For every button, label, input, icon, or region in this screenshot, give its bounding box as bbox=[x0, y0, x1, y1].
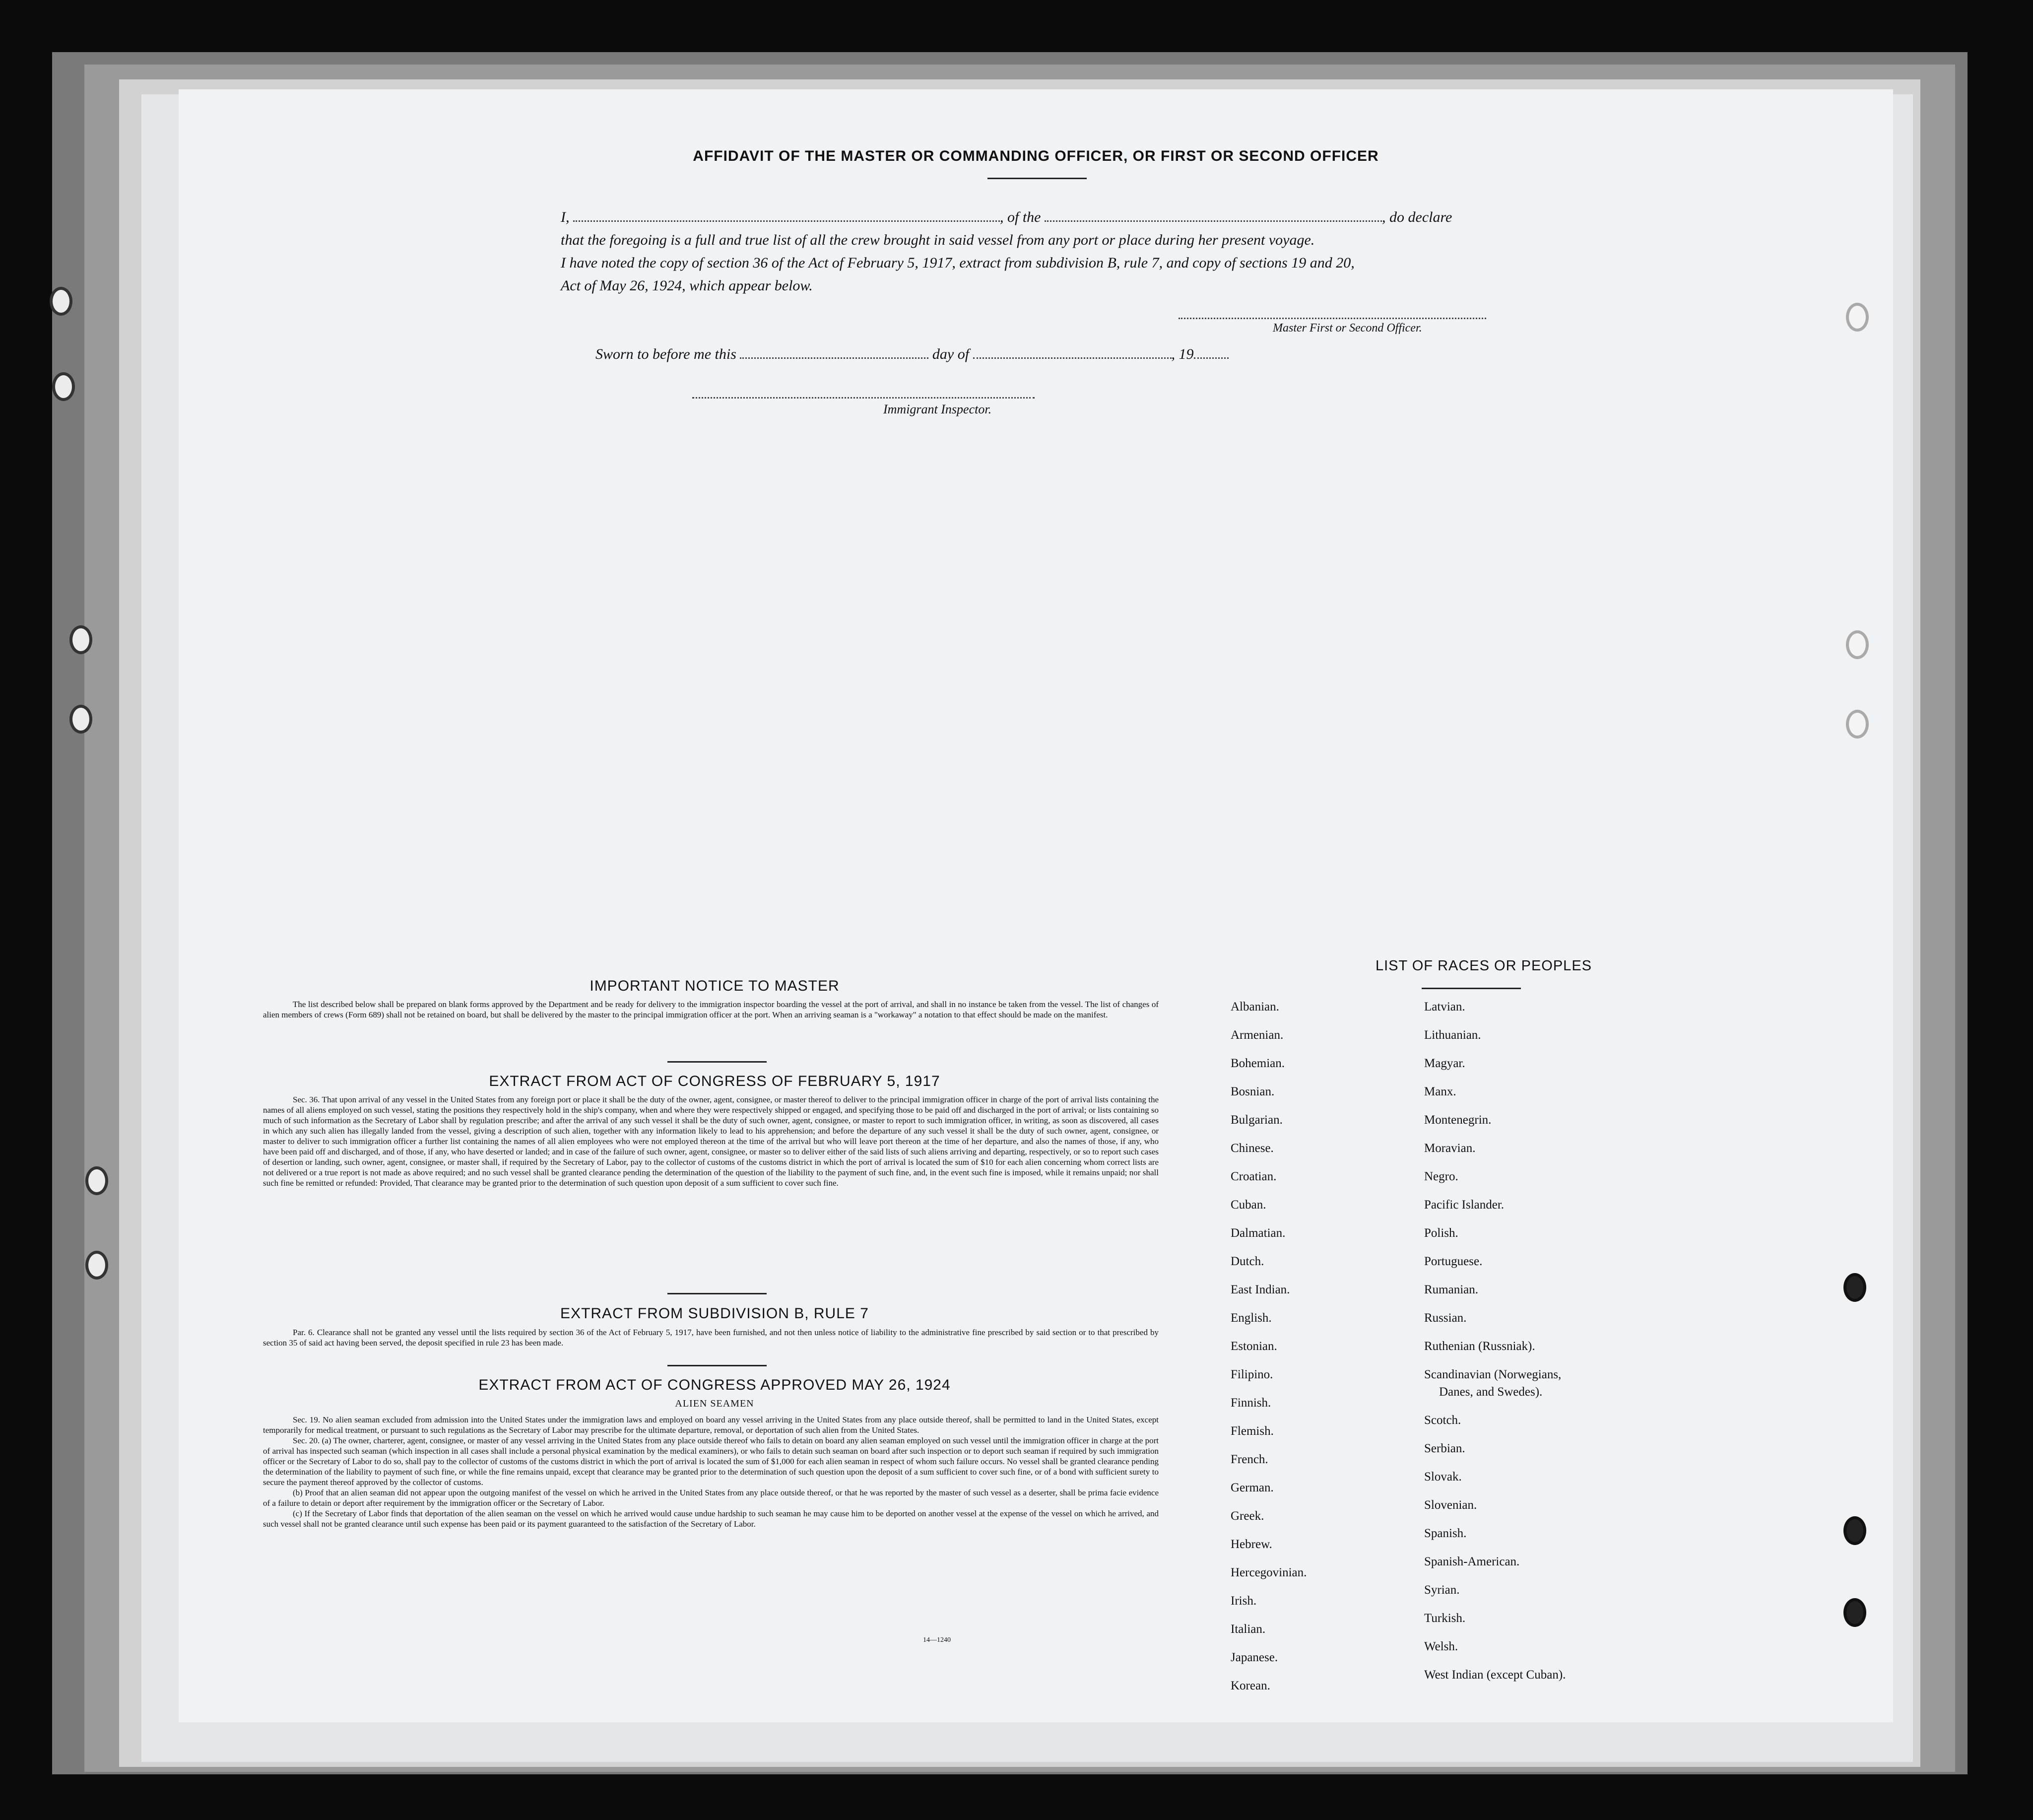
race-item: Italian. bbox=[1231, 1622, 1266, 1636]
race-item: Polish. bbox=[1424, 1226, 1458, 1240]
binder-hole bbox=[1843, 1516, 1866, 1545]
section-20b-text: (b) Proof that an alien seaman did not appear upon the outgoing manifest of the vessel on which he arrived in the United States from any place outside thereof, or that he was reported by the master of such vessel as a deserter, shall be prima facie evidence of a failure to detain or deport after requirement by the immigration officer or the Secretary of Labor. bbox=[263, 1488, 1159, 1508]
race-item: Croatian. bbox=[1231, 1170, 1277, 1183]
binder-hole bbox=[50, 287, 72, 316]
sworn-month-blank bbox=[973, 357, 1172, 359]
race-item: Danes, and Swedes). bbox=[1439, 1385, 1543, 1399]
race-item: Rumanian. bbox=[1424, 1283, 1479, 1296]
race-item: Chinese. bbox=[1231, 1142, 1274, 1155]
race-item: Bulgarian. bbox=[1231, 1113, 1283, 1127]
form-number: 14—1240 bbox=[923, 1636, 951, 1644]
extract-1924-body bbox=[263, 1415, 1159, 1529]
divider bbox=[987, 178, 1087, 179]
race-item: East Indian. bbox=[1231, 1283, 1290, 1296]
divider bbox=[1422, 988, 1521, 989]
binder-hole bbox=[52, 372, 75, 401]
race-item: West Indian (except Cuban). bbox=[1424, 1668, 1566, 1682]
sworn-prefix: Sworn to before me this bbox=[595, 346, 736, 362]
extract-1924-title: EXTRACT FROM ACT OF CONGRESS APPROVED MAY 26, 1924 bbox=[478, 1377, 951, 1393]
binder-hole bbox=[85, 1251, 108, 1280]
declaration-line: I have noted the copy of section 36 of the Act of February 5, 1917, extract from subdivision B, rule 7, and copy of sections 19 and 20, bbox=[561, 255, 1355, 271]
binder-hole bbox=[1843, 1273, 1866, 1302]
year-label: , 19 bbox=[1171, 346, 1194, 362]
race-item: Filipino. bbox=[1231, 1368, 1273, 1381]
race-item: Flemish. bbox=[1231, 1424, 1274, 1438]
extract-1924-subtitle: ALIEN SEAMEN bbox=[675, 1398, 754, 1409]
sworn-line bbox=[595, 346, 1229, 363]
binder-hole bbox=[1846, 710, 1869, 739]
affidavit-declaration bbox=[561, 206, 1692, 297]
binder-hole bbox=[69, 625, 92, 654]
race-item: Ruthenian (Russniak). bbox=[1424, 1340, 1535, 1353]
race-item: Negro. bbox=[1424, 1170, 1458, 1183]
section-20a-text: Sec. 20. (a) The owner, charterer, agent, consignee, or master of any vessel arriving in the United States from any place outside thereof who fails to detain on board any alien seaman employed on such vessel until the immigration officer in charge at the port of arrival has inspected such seaman (which inspection in all cases shall include a personal physical examination by the medical examiners), or who fails to detain such seaman on board after such inspection or to deport such seaman if required by such immigration officer or the Secretary of Labor to do so, shall pay to the collector of customs of the customs district in which the port of arrival is located the sum of $1,000 for each alien seaman in respect of whom such failure occurs. No vessel shall be granted clearance pending the determination of the liability to payment of such fine, or while the fine remains unpaid, except that clearance may be granted prior to the determination of such question upon the deposit of a sum sufficient to cover such fine, or of a bond with sufficient surety to secure the payment thereof approved by the collector of customs. bbox=[263, 1436, 1159, 1487]
race-item: Syrian. bbox=[1424, 1583, 1460, 1597]
races-title: LIST OF RACES OR PEOPLES bbox=[1375, 958, 1592, 974]
race-item: German. bbox=[1231, 1481, 1274, 1494]
race-item: Russian. bbox=[1424, 1311, 1467, 1325]
race-item: Latvian. bbox=[1424, 1000, 1465, 1013]
race-item: Manx. bbox=[1424, 1085, 1456, 1098]
race-item: Armenian. bbox=[1231, 1028, 1284, 1042]
binder-hole bbox=[69, 705, 92, 734]
race-item: Spanish-American. bbox=[1424, 1555, 1520, 1568]
binder-hole bbox=[1846, 630, 1869, 659]
race-item: Bohemian. bbox=[1231, 1057, 1285, 1070]
race-item: Slovak. bbox=[1424, 1470, 1462, 1483]
race-item: Bosnian. bbox=[1231, 1085, 1275, 1098]
race-item: English. bbox=[1231, 1311, 1272, 1325]
vessel-name-blank bbox=[1045, 220, 1382, 222]
sworn-day-blank bbox=[740, 357, 928, 359]
race-item: Turkish. bbox=[1424, 1612, 1466, 1625]
race-item: Hercegovinian. bbox=[1231, 1566, 1307, 1579]
affidavit-document-page bbox=[179, 89, 1893, 1722]
rule7-text: Par. 6. Clearance shall not be granted any vessel until the lists required by section 36 of the Act of February 5, 1917, have been furnished, and not then unless notice of liability to the administrative fine prescribed by said section or to that prescribed by section 35 of said act having been served, the deposit specified in rule 23 has been made. bbox=[263, 1328, 1159, 1348]
race-item: Japanese. bbox=[1231, 1651, 1278, 1664]
race-item: Scotch. bbox=[1424, 1414, 1461, 1427]
divider bbox=[667, 1365, 767, 1366]
race-item: Korean. bbox=[1231, 1679, 1270, 1692]
divider bbox=[667, 1293, 767, 1294]
binder-hole bbox=[1843, 1598, 1866, 1627]
extract-1917-title: EXTRACT FROM ACT OF CONGRESS OF FEBRUARY 5, 1917 bbox=[489, 1073, 940, 1089]
race-item: Finnish. bbox=[1231, 1396, 1271, 1410]
race-item: Moravian. bbox=[1424, 1142, 1476, 1155]
race-item: Welsh. bbox=[1424, 1640, 1458, 1653]
declaration-line: Act of May 26, 1924, which appear below. bbox=[561, 277, 813, 294]
notice-text: The list described below shall be prepared on blank forms approved by the Department and be ready for delivery to the immigration inspector boarding the vessel at the port of arrival, and shall in no instance be taken from the vessel. The list of changes of alien members of crews (Form 689) shall not be retained on board, but shall be delivered by the master to the principal immigration officer at the port. When an arriving seaman is a "workaway" a notation to that effect should be made on the manifest. bbox=[263, 1000, 1159, 1019]
race-item: Slovenian. bbox=[1424, 1498, 1477, 1512]
declarant-label: I, bbox=[561, 209, 570, 225]
race-item: Cuban. bbox=[1231, 1198, 1266, 1212]
race-item: French. bbox=[1231, 1453, 1268, 1466]
race-item: Scandinavian (Norwegians, bbox=[1424, 1368, 1562, 1381]
race-item: Irish. bbox=[1231, 1594, 1257, 1608]
race-item: Lithuanian. bbox=[1424, 1028, 1481, 1042]
section-20c-text: (c) If the Secretary of Labor finds that deportation of the alien seaman on the vessel on which he arrived would cause undue hardship to such seaman he may cause him to be deported on another vessel at the expense of the vessel on which he arrived, and such vessel shall not be granted clearance until such expense has been paid or its payment guaranteed to the satisfaction of the Secretary of Labor. bbox=[263, 1509, 1159, 1529]
races-right-column bbox=[1424, 993, 1702, 1689]
do-declare-label: , do declare bbox=[1382, 209, 1452, 225]
race-item: Serbian. bbox=[1424, 1442, 1465, 1455]
race-item: Hebrew. bbox=[1231, 1538, 1272, 1551]
binder-hole bbox=[1846, 303, 1869, 332]
race-item: Dalmatian. bbox=[1231, 1226, 1286, 1240]
sworn-year-blank bbox=[1194, 357, 1229, 359]
race-item: Montenegrin. bbox=[1424, 1113, 1492, 1127]
race-item: Dutch. bbox=[1231, 1255, 1264, 1268]
signature-blank bbox=[1179, 318, 1486, 319]
race-item: Magyar. bbox=[1424, 1057, 1465, 1070]
inspector-signature-blank bbox=[692, 397, 1035, 399]
extract-1917-text: Sec. 36. That upon arrival of any vessel in the United States from any foreign port or place it shall be the duty of the owner, agent, consignee, or master thereof to deliver to the principal immigration officer in charge of the port of arrival lists containing the names of all aliens employed on such vessel, stating the positions they respectively hold in the ship's company, when and where they were respectively shipped or engaged, and specifying those to be paid off and discharged in the port of arrival; or lists containing so much of such information as the Secretary of Labor shall by regulation prescribe; and after the arrival of any such vessel it shall be the duty of such owner, agent, consignee, or master to report to such immigration officer, in writing, as soon as discovered, all cases in which any such alien has illegally landed from the vessel, giving a description of such alien, together with any information likely to lead to his apprehension; and before the departure of any such vessel it shall be the duty of such owner, agent, consignee, or master to deliver to such immigration officer a further list containing the names of all alien employees who were not employed thereon at the time of the arrival but who will leave port thereon at the time of her departure, and also the names of those, if any, who have been paid off and discharged, and of those, if any, who have deserted or landed; and in case of the failure of such owner, agent, consignee, or master so to deliver either of the said lists of such aliens arriving and departing, respectively, or so to report such cases of desertion or landing, such owner, agent, consignee, or master shall, if required by the Secretary of Labor, pay to the collector of customs of the customs district in which the port of arrival is located the sum of $10 for each alien concerning whom correct lists are not delivered or a true report is not made as above required; and no such vessel shall be granted clearance pending the determination of the question of the liability to the payment of such fine, and, in the event such fine is imposed, while it remains unpaid; nor shall such fine be remitted or refunded: Provided, That clearance may be granted prior to the determination of such question upon deposit of a sum sufficient to cover such fine. bbox=[263, 1095, 1159, 1188]
rule7-title: EXTRACT FROM SUBDIVISION B, RULE 7 bbox=[560, 1305, 869, 1322]
inspector-caption: Immigrant Inspector. bbox=[883, 402, 992, 416]
divider bbox=[667, 1061, 767, 1063]
race-item: Albanian. bbox=[1231, 1000, 1279, 1013]
notice-title: IMPORTANT NOTICE TO MASTER bbox=[590, 978, 840, 994]
race-item: Greek. bbox=[1231, 1509, 1264, 1523]
race-item: Pacific Islander. bbox=[1424, 1198, 1505, 1212]
section-19-text: Sec. 19. No alien seaman excluded from admission into the United States under the immigration laws and employed on board any vessel arriving in the United States from any place outside thereof, shall be permitted to land in the United States, except temporarily for medical treatment, or pursuant to such regulations as the Secretary of Labor may prescribe for the ultimate departure, removal, or deportation of such alien from the United States. bbox=[263, 1415, 1159, 1435]
affidavit-title: AFFIDAVIT OF THE MASTER OR COMMANDING OFFICER, OR FIRST OR SECOND OFFICER bbox=[693, 148, 1379, 164]
declaration-line: that the foregoing is a full and true list of all the crew brought in said vessel from any port or place during her present voyage. bbox=[561, 232, 1315, 248]
of-the-label: , of the bbox=[1000, 209, 1041, 225]
races-left-column bbox=[1231, 993, 1419, 1700]
declarant-name-blank bbox=[573, 220, 1000, 222]
signature-caption: Master First or Second Officer. bbox=[1273, 322, 1422, 335]
race-item: Spanish. bbox=[1424, 1527, 1467, 1540]
race-item: Portuguese. bbox=[1424, 1255, 1483, 1268]
race-item: Estonian. bbox=[1231, 1340, 1277, 1353]
day-of-label: day of bbox=[932, 346, 970, 362]
binder-hole bbox=[85, 1166, 108, 1195]
